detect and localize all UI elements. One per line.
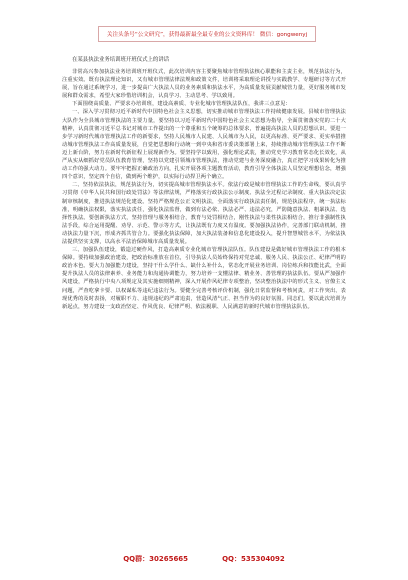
footer-contact bbox=[0, 554, 408, 566]
banner-text: 关注头条号“公文研究”，获得最新最全最专业的公文资料库！ 微信：gongwenyj bbox=[106, 32, 308, 38]
qq-label: QQ：535304092 bbox=[222, 555, 285, 563]
paragraph: 非常高兴参加执法业务培训班开班仪式，此次培训内容主要聚焦城市管理执法核心职能和主责主业，规范执法行为，注重实效。既有执法理论知识，又有城市管理法律法规和政策文件，培训将采取理论讲授与实践教学、专题研讨等方式开展，旨在通过系统学习，进一步提高广大执法人员的业务素质和执法水平，为高质量发展贡献城管力量，更好服务城市发展和群众需求，希望大家珍惜培训机会，认真学习、主动思考、学以致用。 bbox=[62, 69, 346, 100]
paragraph: 一、深入学习贯彻习近平新时代中国特色社会主义思想，切实推动城市管理执法工作持续健康发展。县城市管理执法大队作为全县城市管理执法的主要力量，要坚持以习近平新时代中国特色社会主义思想为指导，全面贯彻落实党的二十大精神，认真贯彻习近平总书记对城市工作提出的一个尊重和五个统筹的总体要求，普遍提高执法人员的思想认识。要进一步学习新时代城市管理执法工作的新要求，坚持人民城市人民建、人民城市为人民，以更高标准、更严要求、更实举措推动城市管理执法工作高质量发展，自觉把思想和行动统一到中央和省市委决策部署上来，持续推动城市管理执法工作不断迈上新台阶，努力在新时代新征程上展现新作为。要坚持学以致用，强化理论武装，推动党史学习教育常态化长效化，从严从实从细抓好党员队伍教育管理，坚持以党建引领城市管理执法，推动党建与业务深度融合，真正把学习成果转化为推动工作的强大动力。要牢牢把握正确政治方向，扎实开展各项主题教育活动，教育引导全体执法人员坚定理想信念，增强四个意识，坚定四个自信，做到两个维护，以实际行动捍卫两个确立。 bbox=[62, 109, 346, 181]
paragraph: 下面围绕高质量、严要求办培训班，建设高素质、专业化城市管理执法队伍，我讲三点意见： bbox=[72, 101, 291, 108]
document-body bbox=[62, 56, 346, 536]
qq-group-label: QQ群：30265665 bbox=[123, 555, 189, 563]
paragraph: 三、加强队伍建设，锻造过硬作风，打造高素质专业化城市管理执法队伍。队伍建设是做好城市管理执法工作的根本保障。要持续加强政治建设，把政治标准放在首位，引导执法人员始终保持对党忠诚、服务人民、执法公正、纪律严明的政治本色。要大力加强能力建设，坚持干什么学什么、缺什么补什么，常态化开展业务培训、岗位练兵和技能比武，全面提升执法人员的法律素养、业务能力和沟通协调能力，努力培养一支懂法律、精业务、善管理的执法队伍。要从严加强作风建设，严格执行中央八项规定及其实施细则精神，深入开展作风纪律专项整治，坚决整治执法中的形式主义、官僚主义问题，严查吃拿卡要、以权谋私等违纪违法行为。要健全完善考核评价机制，强化日常监督和考核问责，对工作突出、表现优秀的及时表扬，对履职不力、违规违纪的严肃追责，营造风清气正、担当作为的良好氛围。同志们，要以此次培训为新起点，努力建设一支政治坚定、作风优良、纪律严明、依法履职、人民满意的新时代城市管理执法队伍。 bbox=[62, 247, 346, 310]
header-banner bbox=[98, 26, 316, 42]
paragraph: 二、坚持依法执法，规范执法行为，切实提高城市管理执法水平。依法行政是城市管理执法工作的生命线，要认真学习贯彻《中华人民共和国行政处罚法》等法律法规，严格落实行政执法公示制度、执法全过程记录制度、重大执法决定法制审核制度，推进执法规范化建设。坚持严格规范公正文明执法，全面落实行政执法责任制，规范执法程序，统一执法标准，明确执法权限，落实执法责任，强化执法监督，做到有法必依、执法必严、违法必究，严防随意执法、粗暴执法、选择性执法。要创新执法方式，坚持管理与服务相结合，教育与处罚相结合，刚性执法与柔性执法相结合，推行非强制性执法手段，综合运用提醒、劝导、示范、警示等方式，让执法既有力度又有温度。要加强执法协作，完善部门联动机制，推动执法力量下沉，形成齐抓共管合力。要强化执法保障，加大执法装备和信息化建设投入，提升智慧城管水平，为依法执法提供坚实支撑，以高水平法治保障城市高质量发展。 bbox=[62, 182, 346, 245]
document-title: 在某县执法业务培训班开班仪式上的讲话 bbox=[72, 57, 170, 63]
